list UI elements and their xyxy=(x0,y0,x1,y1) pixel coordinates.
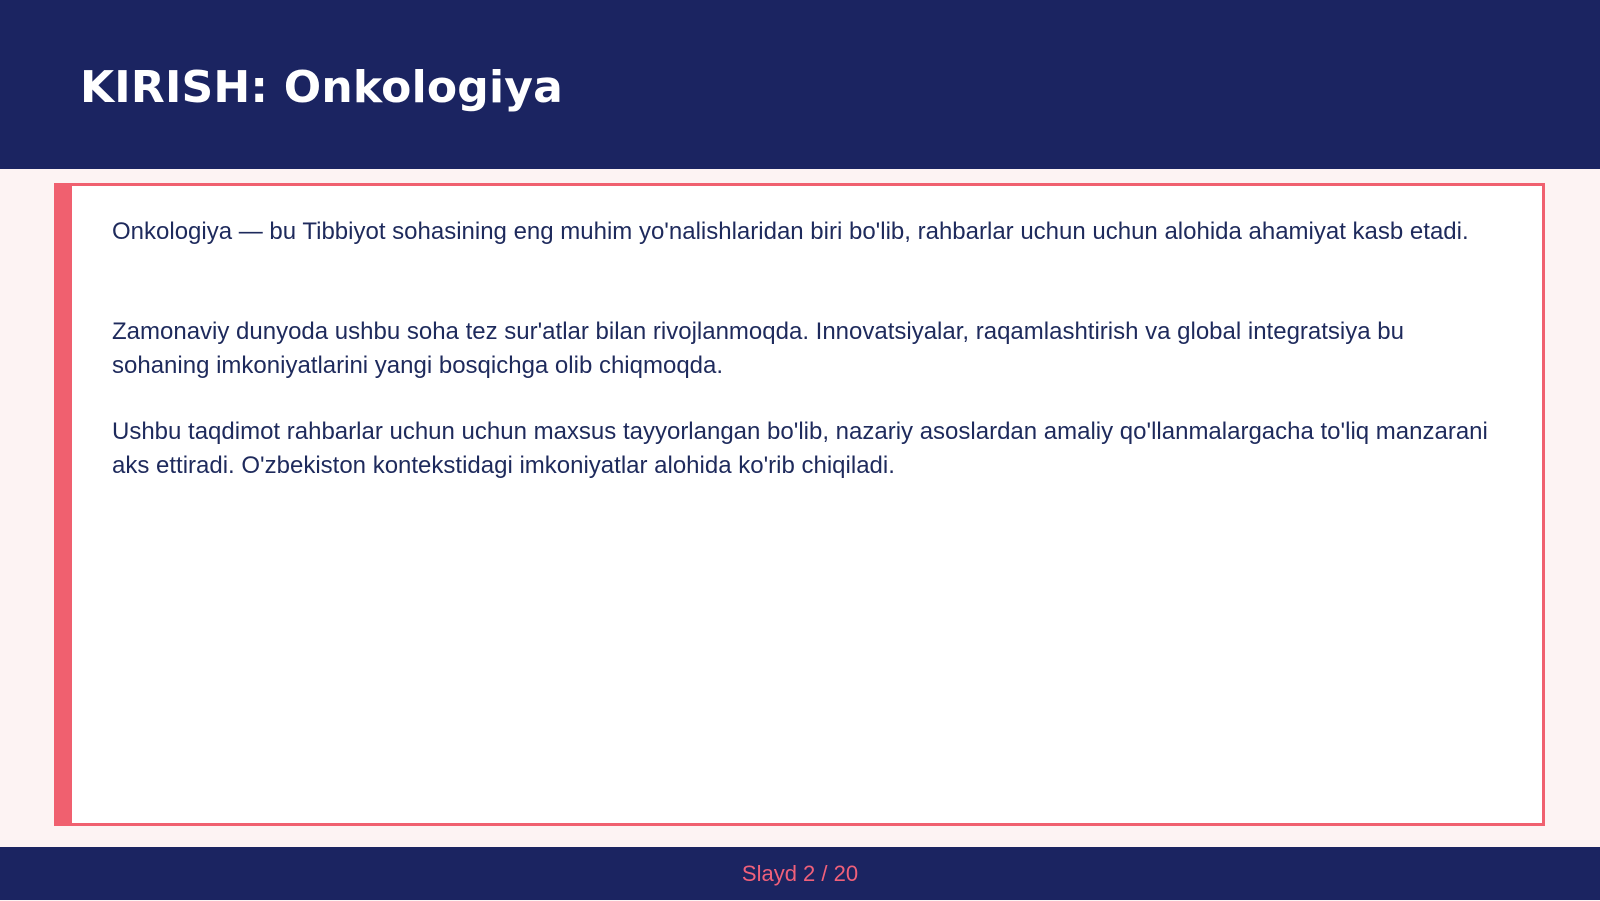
slide-footer xyxy=(0,847,1600,900)
intro-paragraph-1: Onkologiya — bu Tibbiyot sohasining eng muhim yo'nalishlaridan biri bo'lib, rahbarlar uchun uchun alohida ahamiyat kasb etadi. xyxy=(112,218,1469,245)
slide-counter: Slayd 2 / 20 xyxy=(741,861,859,886)
slide-title: KIRISH: Onkologiya xyxy=(80,62,564,113)
intro-paragraph-2: Zamonaviy dunyoda ushbu soha tez sur'atlar bilan rivojlanmoqda. Innovatsiyalar, raqamlashtirish va global integratsiya bu sohaning imkoniyatlarini yangi bosqichga olib chiqmoqda. xyxy=(112,318,1404,379)
intro-paragraph-3: Ushbu taqdimot rahbarlar uchun uchun maxsus tayyorlangan bo'lib, nazariy asoslardan amaliy qo'llanmalargacha to'liq manzarani aks ettiradi. O'zbekiston kontekstidagi imkoniyatlar alohida ko'rib chiqiladi. xyxy=(112,418,1488,479)
content-box xyxy=(54,183,1545,826)
slide-header xyxy=(0,0,1600,169)
